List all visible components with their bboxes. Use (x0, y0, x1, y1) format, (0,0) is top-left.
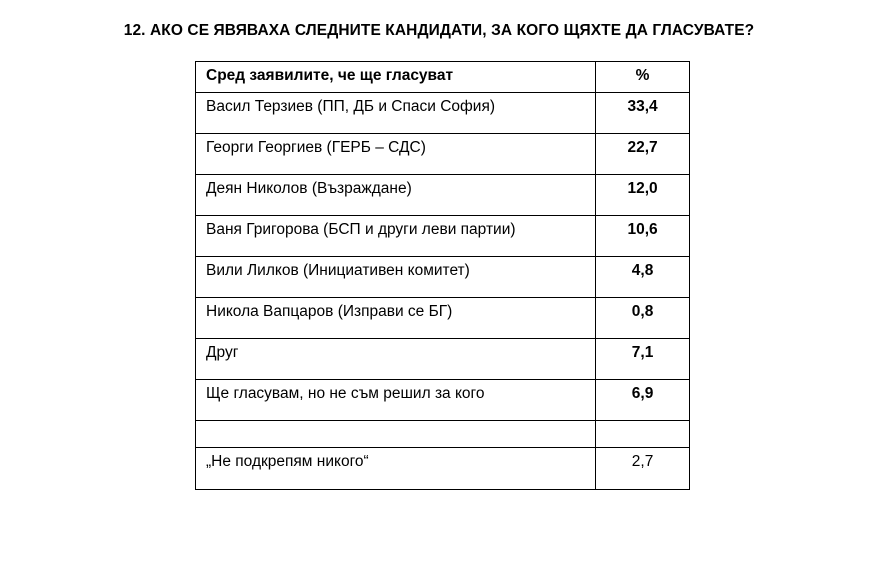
candidate-name: Друг (196, 339, 596, 380)
candidate-percent: 6,9 (596, 380, 690, 421)
blank-percent-cell (596, 421, 690, 448)
header-percent-cell: % (596, 62, 690, 93)
candidate-name: „Не подкрепям никого“ (196, 448, 596, 490)
candidate-name: Ваня Григорова (БСП и други леви партии) (196, 216, 596, 257)
header-name-cell: Сред заявилите, че ще гласуват (196, 62, 596, 93)
candidate-name: Никола Вапцаров (Изправи се БГ) (196, 298, 596, 339)
blank-name-cell (196, 421, 596, 448)
table-row (196, 339, 690, 380)
candidate-percent: 22,7 (596, 134, 690, 175)
candidate-name: Деян Николов (Възраждане) (196, 175, 596, 216)
candidate-name: Васил Терзиев (ПП, ДБ и Спаси София) (196, 93, 596, 134)
candidate-percent: 2,7 (596, 448, 690, 490)
table-row (196, 380, 690, 421)
table-header-row (196, 62, 690, 93)
table-row (196, 216, 690, 257)
candidate-percent: 10,6 (596, 216, 690, 257)
results-table (195, 61, 690, 490)
candidate-name: Ще гласувам, но не съм решил за кого (196, 380, 596, 421)
table-row (196, 134, 690, 175)
candidate-percent: 7,1 (596, 339, 690, 380)
table-row (196, 448, 690, 490)
blank-row (196, 421, 690, 448)
candidate-percent: 4,8 (596, 257, 690, 298)
candidate-name: Вили Лилков (Инициативен комитет) (196, 257, 596, 298)
table-row (196, 257, 690, 298)
document-title: 12. АКО СЕ ЯВЯВАХА СЛЕДНИТЕ КАНДИДАТИ, ЗА КОГО ЩЯХТЕ ДА ГЛАСУВАТЕ? (123, 22, 755, 39)
table-row (196, 93, 690, 134)
candidate-percent: 33,4 (596, 93, 690, 134)
candidate-percent: 12,0 (596, 175, 690, 216)
candidate-percent: 0,8 (596, 298, 690, 339)
candidate-name: Георги Георгиев (ГЕРБ – СДС) (196, 134, 596, 175)
table-row (196, 175, 690, 216)
table-row (196, 298, 690, 339)
